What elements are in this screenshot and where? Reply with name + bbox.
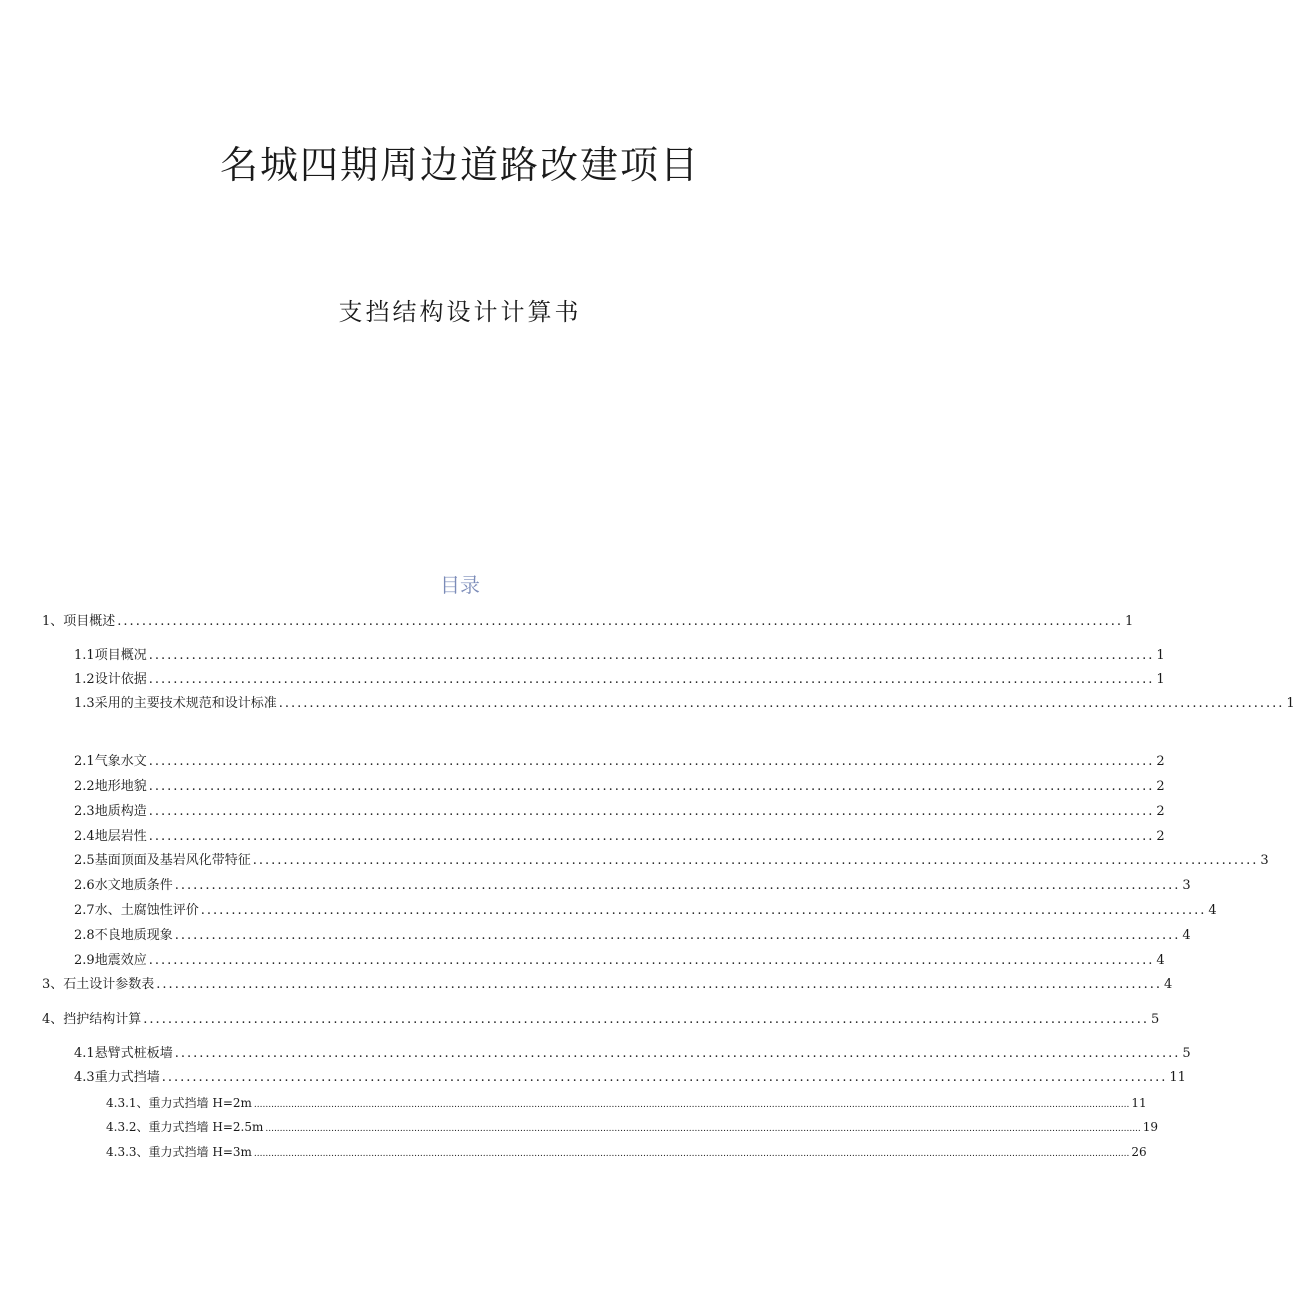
toc-dot-leader: .................................................................................................................................................................... — [161, 1070, 1168, 1085]
toc-entry-page: 4 — [1164, 977, 1173, 992]
toc-entry-number: 2.8 — [74, 928, 95, 943]
toc-dot-leader: .................................................................................................................................................................... — [148, 672, 1155, 687]
toc-entry-title: 水文地质条件 — [94, 878, 173, 893]
toc-entry-page: 4 — [1208, 903, 1217, 918]
toc-entry-page: 2 — [1156, 754, 1165, 769]
toc-entry-3[interactable] — [42, 976, 1173, 994]
toc-entry-number: 3、 — [42, 977, 64, 992]
toc-entry-page: 5 — [1151, 1012, 1160, 1027]
toc-entry-4-3[interactable] — [74, 1069, 1186, 1087]
toc-entry-title: 重力式挡墙 H=2.5m — [148, 1120, 264, 1134]
toc-entry-number: 1.3 — [74, 696, 95, 711]
toc-dot-leader: .................................................................................................................................................................... — [174, 928, 1181, 943]
toc-entry-page: 2 — [1156, 779, 1165, 794]
toc-entry-4-1[interactable] — [74, 1045, 1191, 1063]
toc-dot-leader: .................................................................................................................................................................... — [252, 853, 1259, 868]
toc-entry-page: 1 — [1125, 614, 1134, 629]
toc-entry-1-1[interactable] — [74, 647, 1165, 665]
toc-entry-title: 悬臂式桩板墙 — [94, 1046, 173, 1061]
toc-entry-page: 3 — [1182, 878, 1191, 893]
toc-entry-number: 4.3.2、 — [106, 1120, 149, 1134]
toc-dot-leader: .................................................................................................................................................................................................................................................................................................................. — [253, 1100, 1130, 1110]
toc-entry-title: 采用的主要技术规范和设计标准 — [94, 696, 277, 711]
toc-entry-title: 重力式挡墙 H=3m — [148, 1145, 252, 1159]
toc-entry-number: 2.1 — [74, 754, 95, 769]
toc-dot-leader: .................................................................................................................................................................... — [148, 829, 1155, 844]
toc-entry-number: 2.6 — [74, 878, 95, 893]
toc-entry-page: 19 — [1142, 1120, 1159, 1134]
toc-entry-2-3[interactable] — [74, 803, 1165, 821]
document-subtitle: 支挡结构设计计算书 — [338, 298, 582, 326]
toc-dot-leader: .................................................................................................................................................................... — [148, 953, 1155, 968]
toc-entry-1-2[interactable] — [74, 671, 1165, 689]
toc-entry-title: 地震效应 — [94, 953, 147, 968]
toc-entry-title: 气象水文 — [94, 754, 147, 769]
toc-entry-1-3[interactable] — [74, 695, 1295, 713]
toc-entry-4-3-2[interactable] — [106, 1118, 1159, 1136]
document-title: 名城四期周边道路改建项目 — [219, 143, 700, 187]
toc-entry-page: 5 — [1182, 1046, 1191, 1061]
toc-entry-1[interactable] — [42, 613, 1134, 631]
toc-entry-number: 2.7 — [74, 903, 95, 918]
toc-dot-leader: .................................................................................................................................................................... — [148, 779, 1155, 794]
toc-entry-2-4[interactable] — [74, 828, 1165, 846]
toc-entry-page: 4 — [1156, 953, 1165, 968]
toc-entry-4-3-3[interactable] — [106, 1143, 1147, 1161]
toc-entry-number: 2.2 — [74, 779, 95, 794]
toc-dot-leader: .................................................................................................................................................................... — [117, 614, 1123, 629]
toc-entry-title: 挡护结构计算 — [63, 1012, 142, 1027]
toc-dot-leader: .................................................................................................................................................................... — [148, 754, 1155, 769]
toc-dot-leader: .................................................................................................................................................................... — [148, 648, 1155, 663]
toc-entry-number: 2.9 — [74, 953, 95, 968]
toc-entry-number: 4.3 — [74, 1070, 95, 1085]
toc-entry-title: 水、土腐蚀性评价 — [94, 903, 199, 918]
toc-entry-number: 2.3 — [74, 804, 95, 819]
toc-heading: 目录 — [440, 573, 480, 597]
toc-entry-number: 4.3.3、 — [106, 1145, 149, 1159]
toc-dot-leader: .................................................................................................................................................................... — [156, 977, 1162, 992]
toc-dot-leader: .................................................................................................................................................................... — [200, 903, 1207, 918]
toc-dot-leader: .................................................................................................................................................................................................................................................................................................................. — [253, 1149, 1130, 1159]
toc-entry-page: 1 — [1286, 696, 1295, 711]
toc-entry-title: 项目概况 — [94, 648, 147, 663]
toc-entry-page: 3 — [1260, 853, 1269, 868]
toc-entry-page: 2 — [1156, 804, 1165, 819]
toc-entry-2-7[interactable] — [74, 902, 1217, 920]
toc-entry-title: 不良地质现象 — [94, 928, 173, 943]
toc-entry-page: 26 — [1131, 1145, 1147, 1159]
toc-entry-title: 重力式挡墙 H=2m — [148, 1096, 252, 1110]
toc-entry-title: 项目概述 — [63, 614, 116, 629]
toc-entry-title: 石土设计参数表 — [63, 977, 155, 992]
toc-entry-title: 设计依据 — [94, 672, 147, 687]
toc-dot-leader: .................................................................................................................................................................... — [143, 1012, 1149, 1027]
toc-entry-number: 4.3.1、 — [106, 1096, 149, 1110]
toc-entry-page: 1 — [1156, 672, 1165, 687]
toc-entry-page: 4 — [1182, 928, 1191, 943]
toc-entry-4-3-1[interactable] — [106, 1094, 1147, 1112]
toc-dot-leader: .................................................................................................................................................................... — [148, 804, 1155, 819]
toc-entry-number: 1.2 — [74, 672, 95, 687]
toc-entry-number: 1、 — [42, 614, 64, 629]
toc-entry-title: 地层岩性 — [94, 829, 147, 844]
toc-entry-title: 重力式挡墙 — [94, 1070, 160, 1085]
toc-entry-number: 2.4 — [74, 829, 95, 844]
toc-entry-number: 4、 — [42, 1012, 64, 1027]
toc-entry-2-8[interactable] — [74, 927, 1191, 945]
toc-entry-2-2[interactable] — [74, 778, 1165, 796]
toc-entry-2-5[interactable] — [74, 852, 1269, 870]
toc-dot-leader: .................................................................................................................................................................... — [174, 1046, 1181, 1061]
toc-entry-2-6[interactable] — [74, 877, 1191, 895]
toc-dot-leader: .................................................................................................................................................................... — [278, 696, 1285, 711]
toc-entry-title: 地质构造 — [94, 804, 147, 819]
toc-entry-4[interactable] — [42, 1011, 1160, 1029]
toc-entry-title: 地形地貌 — [94, 779, 147, 794]
toc-entry-number: 4.1 — [74, 1046, 95, 1061]
toc-entry-page: 11 — [1131, 1096, 1147, 1110]
toc-dot-leader: .................................................................................................................................................................... — [174, 878, 1181, 893]
toc-entry-page: 2 — [1156, 829, 1165, 844]
toc-entry-2-9[interactable] — [74, 952, 1165, 970]
toc-entry-number: 2.5 — [74, 853, 95, 868]
toc-entry-number: 1.1 — [74, 648, 95, 663]
toc-entry-page: 1 — [1156, 648, 1165, 663]
toc-entry-page: 11 — [1169, 1070, 1186, 1085]
toc-dot-leader: .................................................................................................................................................................................................................................................................................................................. — [265, 1124, 1141, 1134]
toc-entry-title: 基面顶面及基岩风化带特征 — [94, 853, 251, 868]
toc-entry-2-1[interactable] — [74, 753, 1165, 771]
